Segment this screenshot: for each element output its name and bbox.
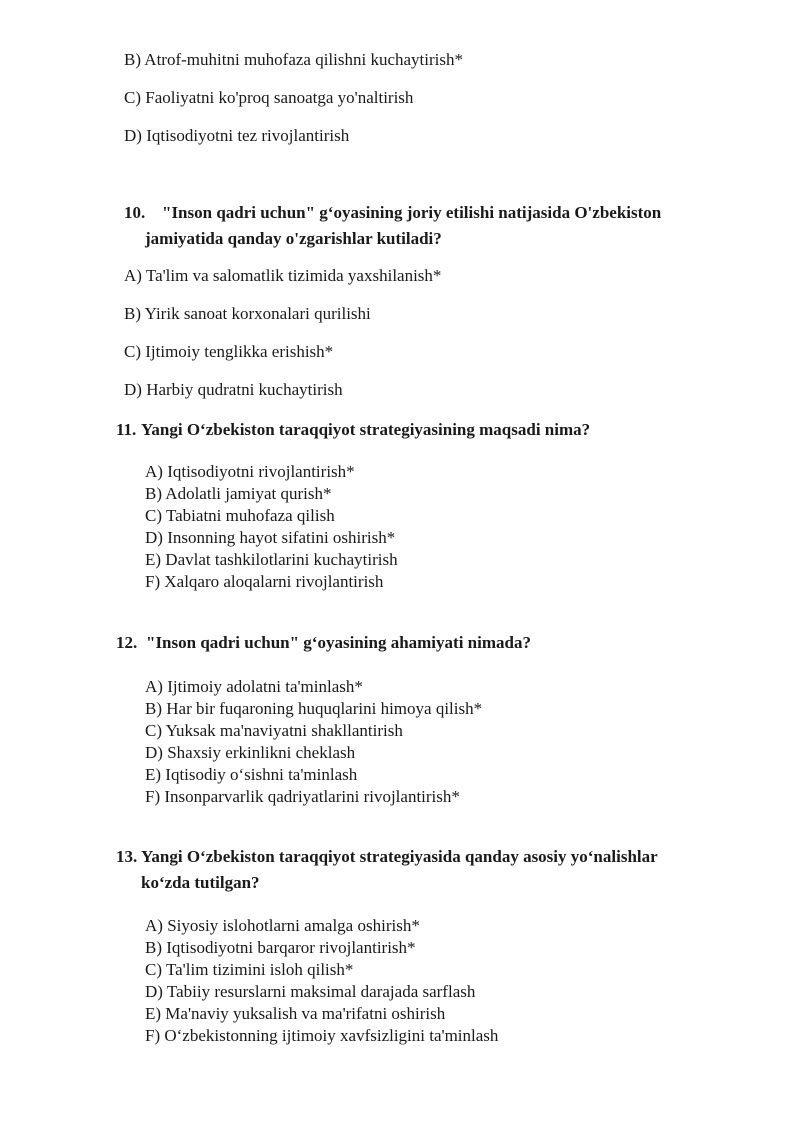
option-e: E) Iqtisodiy o‘sishni ta'minlash xyxy=(145,765,358,784)
option-e: E) Davlat tashkilotlarini kuchaytirish xyxy=(145,550,398,569)
option-a: A) Ta'lim va salomatlik tizimida yaxshilanish* xyxy=(124,266,442,285)
option-c: C) Faoliyatni ko'proq sanoatga yo'naltirish xyxy=(124,88,414,107)
option-f: F) Insonparvarlik qadriyatlarini rivojlantirish* xyxy=(145,787,460,806)
question-number: 11. xyxy=(116,420,137,439)
option-d: D) Shaxsiy erkinlikni cheklash xyxy=(145,743,356,762)
question-11-title xyxy=(116,417,590,443)
question-text-line1: "Inson qadri uchun" g‘oyasining joriy etilishi natijasida O'zbekiston xyxy=(162,203,662,222)
option-d: D) Insonning hayot sifatini oshirish* xyxy=(145,528,396,547)
option-e: E) Ma'naviy yuksalish va ma'rifatni oshirish xyxy=(145,1004,446,1023)
question-number: 10. xyxy=(124,203,146,222)
option-b: B) Atrof-muhitni muhofaza qilishni kuchaytirish* xyxy=(124,50,464,69)
option-a: A) Ijtimoiy adolatni ta'minlash* xyxy=(145,677,363,696)
option-f: F) Xalqaro aloqalarni rivojlantirish xyxy=(145,572,384,591)
option-b: B) Iqtisodiyotni barqaror rivojlantirish* xyxy=(145,938,416,957)
question-number: 12. xyxy=(116,633,138,652)
question-10-title xyxy=(124,200,661,226)
question-number: 13. xyxy=(116,847,138,866)
option-a: A) Siyosiy islohotlarni amalga oshirish* xyxy=(145,916,420,935)
option-b: B) Adolatli jamiyat qurish* xyxy=(145,484,332,503)
option-d: D) Harbiy qudratni kuchaytirish xyxy=(124,380,343,399)
question-text-line1: "Inson qadri uchun" g‘oyasining ahamiyati nimada? xyxy=(146,633,531,652)
question-text-line1: Yangi O‘zbekiston taraqqiyot strategiyasida qanday asosiy yo‘nalishlar xyxy=(141,847,658,866)
option-c: C) Tabiatni muhofaza qilish xyxy=(145,506,335,525)
question-text-line2: jamiyatida qanday o'zgarishlar kutiladi? xyxy=(145,229,442,248)
option-d: D) Iqtisodiyotni tez rivojlantirish xyxy=(124,126,350,145)
option-c: C) Yuksak ma'naviyatni shakllantirish xyxy=(145,721,403,740)
question-12-title xyxy=(116,630,531,656)
option-b: B) Yirik sanoat korxonalari qurilishi xyxy=(124,304,371,323)
option-c: C) Ijtimoiy tenglikka erishish* xyxy=(124,342,334,361)
option-f: F) O‘zbekistonning ijtimoiy xavfsizligini ta'minlash xyxy=(145,1026,499,1045)
option-a: A) Iqtisodiyotni rivojlantirish* xyxy=(145,462,355,481)
question-text-line1: Yangi O‘zbekiston taraqqiyot strategiyasining maqsadi nima? xyxy=(141,420,591,439)
question-13-title xyxy=(116,844,658,870)
option-d: D) Tabiiy resurslarni maksimal darajada sarflash xyxy=(145,982,476,1001)
option-b: B) Har bir fuqaroning huquqlarini himoya qilish* xyxy=(145,699,483,718)
question-text-line2: ko‘zda tutilgan? xyxy=(141,873,260,892)
option-c: C) Ta'lim tizimini isloh qilish* xyxy=(145,960,354,979)
